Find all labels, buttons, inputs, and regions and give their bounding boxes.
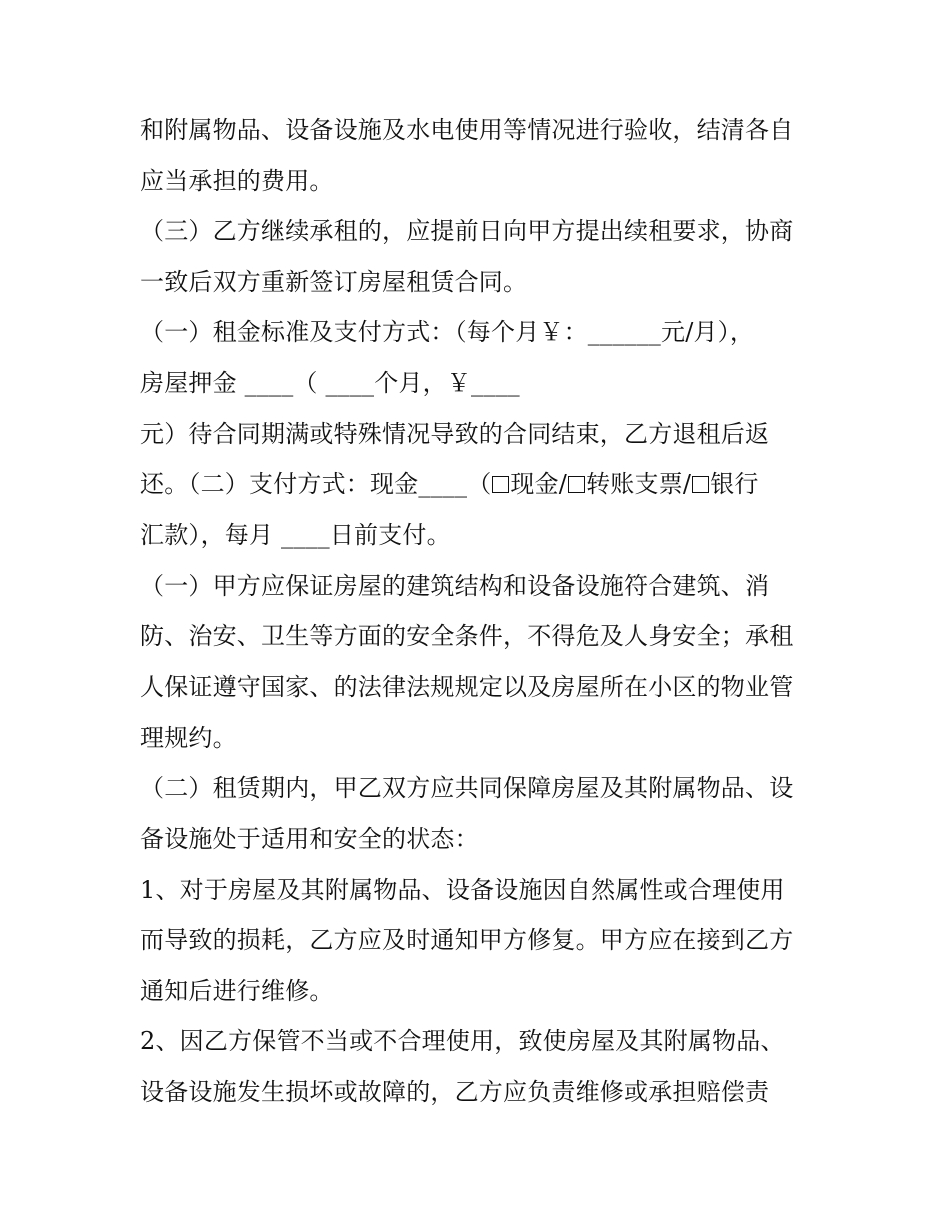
option-bank-label: 银行 — [710, 470, 759, 498]
text-line: （二）租赁期内，甲乙双方应共同保障房屋及其附属物品、设 — [140, 774, 794, 802]
text-line: 元）待合同期满或特殊情况导致的合同结束，乙方退租后返 — [140, 420, 770, 448]
text-line: 防、治安、卫生等方面的安全条件，不得危及人身安全；承租 — [140, 622, 794, 650]
text-line: 2、因乙方保管不当或不合理使用，致使房屋及其附属物品、 — [140, 1027, 785, 1055]
text-line: 人保证遵守国家、的法律法规规定以及房屋所在小区的物业管 — [140, 673, 794, 701]
option-cash-label: 现金/ — [510, 470, 568, 498]
text-line: 应当承担的费用。 — [140, 167, 334, 195]
payment-method-text: 还。（二）支付方式：现金____（ — [140, 470, 492, 498]
text-line: 汇款），每月 ____日前支付。 — [140, 521, 451, 549]
checkbox-cash[interactable] — [492, 476, 509, 493]
text-line: （一）租金标准及支付方式：（每个月￥：______元/月）， — [140, 318, 755, 346]
text-line: 房屋押金 ____（ ____个月，￥____ — [140, 369, 520, 397]
text-line-payment-options — [140, 468, 820, 500]
text-line: （一）甲方应保证房屋的建筑结构和设备设施符合建筑、消 — [140, 572, 770, 600]
text-line: 通知后进行维修。 — [140, 977, 334, 1005]
text-line: （三）乙方继续承租的，应提前日向甲方提出续租要求，协商 — [140, 217, 794, 245]
text-line: 和附属物品、设备设施及水电使用等情况进行验收，结清各自 — [140, 116, 794, 144]
option-transfer-check-label: 转账支票/ — [586, 470, 692, 498]
text-line: 而导致的损耗，乙方应及时通知甲方修复。甲方应在接到乙方 — [140, 926, 794, 954]
checkbox-transfer-check[interactable] — [568, 476, 585, 493]
text-line: 设备设施发生损坏或故障的，乙方应负责维修或承担赔偿责 — [140, 1078, 770, 1106]
text-line: 备设施处于适用和安全的状态： — [140, 825, 479, 853]
text-line: 1、对于房屋及其附属物品、设备设施因自然属性或合理使用 — [140, 876, 785, 904]
text-line: 一致后双方重新签订房屋租赁合同。 — [140, 268, 528, 296]
text-line: 理规约。 — [140, 724, 237, 752]
checkbox-bank-remittance[interactable] — [692, 476, 709, 493]
